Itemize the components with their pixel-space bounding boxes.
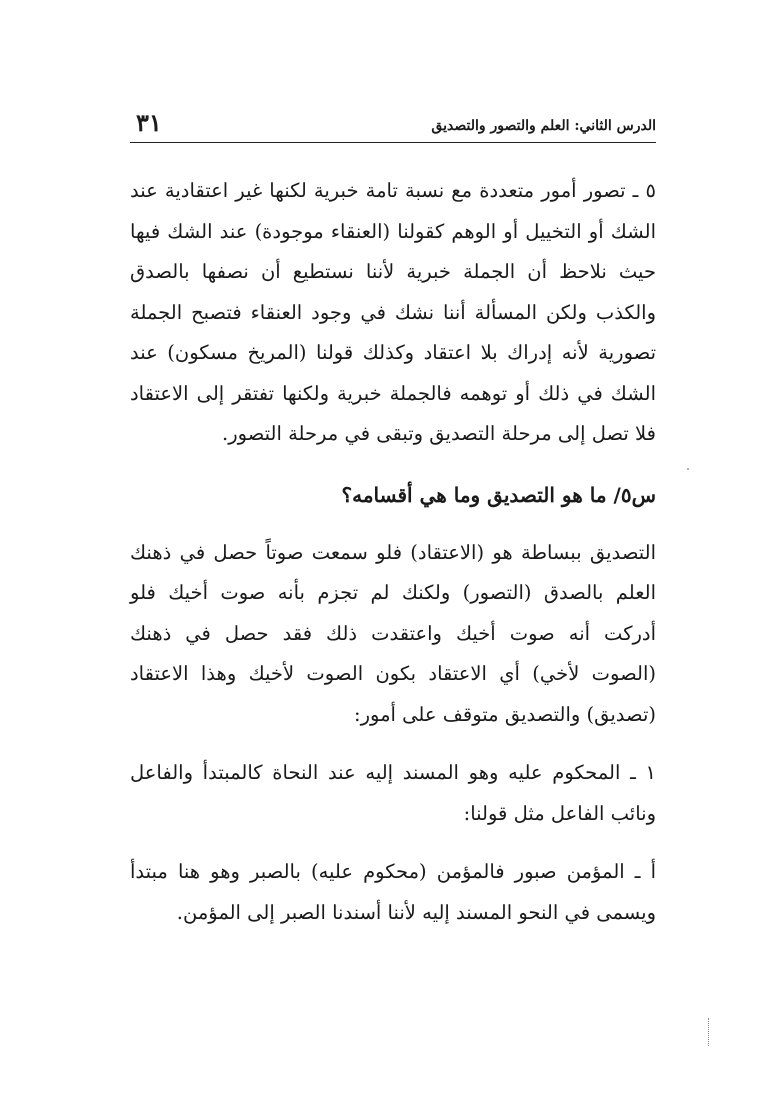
running-header	[130, 100, 656, 143]
page-body	[130, 143, 656, 933]
paragraph-condition-1: ١ ـ المحكوم عليه وهو المسند إليه عند النحاة كالمبتدأ والفاعل ونائب الفاعل مثل قولنا:	[130, 761, 656, 825]
question-heading: س٥/ ما هو التصديق وما هي أقسامه؟	[341, 482, 656, 507]
header-title: الدرس الثاني: العلم والتصور والتصديق	[431, 118, 656, 134]
book-page	[130, 100, 656, 1020]
scan-margin-marks	[708, 1018, 713, 1046]
paragraph-tasdiq-definition: التصديق ببساطة هو (الاعتقاد) فلو سمعت صوتاً حصل في ذهنك العلم بالصدق (التصور) ولكنك لم تجزم بأنه صوت أخيك فلو أدركت أنه صوت أخيك واعتقدت ذلك فقد حصل في ذهنك (الصوت لأخي) أي الاعتقاد بكون الصوت لأخيك وهذا الاعتقاد (تصديق) والتصديق متوقف على أمور:	[130, 540, 656, 726]
paragraph-example-a: أ ـ المؤمن صبور فالمؤمن (محكوم عليه) بالصبر وهو هنا مبتدأ ويسمى في النحو المسند إليه لأننا أسندنا الصبر إلى المؤمن.	[130, 860, 656, 924]
scan-speck	[687, 468, 689, 470]
paragraph-item-5: ٥ ـ تصور أمور متعددة مع نسبة تامة خبرية لكنها غير اعتقادية عند الشك أو التخييل أو الوهم كقولنا (العنقاء موجودة) عند الشك فيها حيث نلاحظ أن الجملة خبرية لأننا نستطيع أن نصفها بالصدق والكذب ولكن المسألة أننا نشك في وجود العنقاء فتصبح الجملة تصورية لأنه إدراك بلا اعتقاد وكذلك قولنا (المريخ مسكون) عند الشك في ذلك أو توهمه فالجملة خبرية ولكنها تفتقر إلى الاعتقاد فلا تصل إلى مرحلة التصديق وتبقى في مرحلة التصور.	[130, 179, 656, 445]
page-number: ٣١	[136, 108, 162, 137]
